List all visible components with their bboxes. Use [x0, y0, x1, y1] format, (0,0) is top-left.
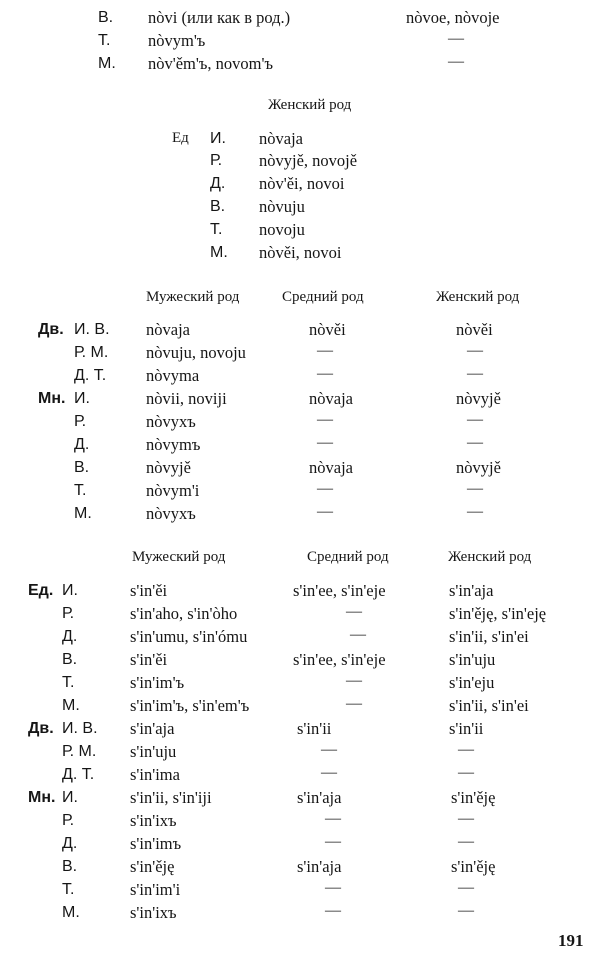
number-label: Мн. [28, 789, 56, 806]
neut-form: nòvoe, nòvoje [406, 8, 500, 27]
case-label: Р. [74, 413, 87, 430]
fem-form: s'in'eju [449, 673, 495, 692]
fem-form: novoju [259, 220, 305, 239]
neut-form: nòvaja [309, 458, 353, 477]
case-label: Р. [62, 812, 75, 829]
masc-form: s'in'aho, s'in'òho [130, 604, 238, 623]
case-label: Д. [62, 628, 78, 645]
fem-form: nòvyjě [456, 458, 501, 477]
case-label: И. В. [62, 720, 98, 737]
neut-form: s'in'ii [297, 719, 332, 738]
case-label: М. [210, 244, 228, 261]
masc-form: nòvaja [146, 320, 190, 339]
masc-form: nòvyxъ [146, 412, 196, 431]
neut-form: — [325, 879, 341, 896]
case-label: Д. [210, 175, 226, 192]
neut-form: — [317, 365, 333, 382]
fem-form: — [458, 833, 474, 850]
case-label: В. [98, 9, 114, 26]
neut-form: — [321, 764, 337, 781]
case-label: Т. [62, 881, 75, 898]
column-header-neut: Средний род [307, 549, 389, 565]
masc-form: nòvii, noviji [146, 389, 227, 408]
neut-form: — [448, 30, 464, 47]
fem-form: s'in'ii [449, 719, 484, 738]
neut-form: — [448, 53, 464, 70]
fem-form: — [458, 879, 474, 896]
case-label: Д. Т. [62, 766, 95, 783]
case-label: И. [210, 130, 226, 147]
case-label: М. [98, 55, 116, 72]
fem-form: s'in'ěję, s'in'eję [449, 604, 547, 623]
fem-form: nòvěi [456, 320, 493, 339]
number-label: Дв. [28, 720, 54, 737]
fem-form: — [458, 764, 474, 781]
column-header-neut: Средний род [282, 289, 364, 305]
number-label: Ед. [28, 582, 54, 599]
case-label: Т. [98, 32, 111, 49]
case-label: Р. М. [62, 743, 97, 760]
neut-form: — [317, 411, 333, 428]
section-title: Женский род [268, 97, 352, 113]
neut-form: — [325, 902, 341, 919]
masc-form: s'in'im'ъ, s'in'em'ъ [130, 696, 250, 715]
fem-form: s'in'ii, s'in'ei [449, 696, 529, 715]
column-header-fem: Женский род [448, 549, 532, 565]
page-number: 191 [558, 931, 584, 950]
fem-form: nòvaja [259, 129, 303, 148]
case-label: И. [74, 390, 90, 407]
masc-form: s'in'ěi [130, 650, 168, 669]
case-label: Д. [62, 835, 78, 852]
neut-form: — [346, 695, 362, 712]
fem-form: — [467, 434, 483, 451]
masc-form: nòvymъ [146, 435, 201, 454]
case-label: Д. [74, 436, 90, 453]
case-label: М. [62, 697, 80, 714]
fem-form: s'in'aja [449, 581, 494, 600]
masc-form: s'in'aja [130, 719, 175, 738]
neut-form: — [325, 810, 341, 827]
number-label: Ед [172, 130, 189, 146]
masc-form: s'in'imъ [130, 834, 182, 853]
case-label: В. [74, 459, 90, 476]
case-label: И. [62, 582, 78, 599]
masc-form: nòvi (или как в род.) [148, 8, 291, 27]
fem-form: — [467, 342, 483, 359]
fem-form: nòvěi, novoi [259, 243, 342, 262]
neut-form: s'in'aja [297, 788, 342, 807]
neut-form: s'in'ee, s'in'eje [293, 581, 386, 600]
case-label: Р. [62, 605, 75, 622]
case-label: И. В. [74, 321, 110, 338]
case-label: В. [210, 198, 226, 215]
fem-form: — [458, 741, 474, 758]
column-header-masc: Мужеский род [146, 289, 240, 305]
masc-form: s'in'umu, s'in'ómu [130, 627, 248, 646]
neut-form: — [350, 626, 366, 643]
neut-form: — [317, 503, 333, 520]
masc-form: nòvyxъ [146, 504, 196, 523]
fem-form: — [467, 503, 483, 520]
case-label: М. [62, 904, 80, 921]
neut-form: — [317, 342, 333, 359]
masc-form: s'in'uju [130, 742, 177, 761]
column-header-fem: Женский род [436, 289, 520, 305]
masc-form: s'in'im'i [130, 880, 181, 899]
neut-form: — [317, 480, 333, 497]
case-label: М. [74, 505, 92, 522]
fem-form: s'in'uju [449, 650, 496, 669]
case-label: В. [62, 858, 78, 875]
column-header-masc: Мужеский род [132, 549, 226, 565]
case-label: Р. [210, 152, 223, 169]
masc-form: s'in'ixъ [130, 811, 177, 830]
fem-form: — [467, 480, 483, 497]
fem-form: — [467, 411, 483, 428]
number-label: Мн. [38, 390, 66, 407]
masc-form: nòvym'ъ [148, 31, 206, 50]
fem-form: — [467, 365, 483, 382]
fem-form: — [458, 902, 474, 919]
neut-form: — [321, 741, 337, 758]
number-label: Дв. [38, 321, 64, 338]
case-label: Т. [74, 482, 87, 499]
masc-form: s'in'ěję [130, 857, 175, 876]
fem-form: nòvyjě, novojě [259, 151, 358, 170]
neut-form: nòvěi [309, 320, 346, 339]
neut-form: nòvaja [309, 389, 353, 408]
neut-form: s'in'ee, s'in'eje [293, 650, 386, 669]
neut-form: — [325, 833, 341, 850]
masc-form: nòvuju, novoju [146, 343, 246, 362]
masc-form: s'in'ii, s'in'iji [130, 788, 212, 807]
masc-form: s'in'ixъ [130, 903, 177, 922]
neut-form: — [346, 672, 362, 689]
fem-form: s'in'ěję [451, 857, 496, 876]
neut-form: s'in'aja [297, 857, 342, 876]
masc-form: nòvyma [146, 366, 200, 385]
masc-form: s'in'im'ъ [130, 673, 185, 692]
masc-form: nòvym'i [146, 481, 200, 500]
fem-form: nòvyjě [456, 389, 501, 408]
fem-form: s'in'ii, s'in'ei [449, 627, 529, 646]
case-label: Р. М. [74, 344, 109, 361]
neut-form: — [317, 434, 333, 451]
masc-form: s'in'ima [130, 765, 180, 784]
fem-form: s'in'ěję [451, 788, 496, 807]
masc-form: s'in'ěi [130, 581, 168, 600]
case-label: Д. Т. [74, 367, 107, 384]
fem-form: nòv'ěi, novoi [259, 174, 345, 193]
case-label: Т. [210, 221, 223, 238]
masc-form: nòv'ěm'ъ, novom'ъ [148, 54, 273, 73]
fem-form: nòvuju [259, 197, 305, 216]
neut-form: — [346, 603, 362, 620]
case-label: И. [62, 789, 78, 806]
case-label: Т. [62, 674, 75, 691]
fem-form: — [458, 810, 474, 827]
case-label: В. [62, 651, 78, 668]
masc-form: nòvyjě [146, 458, 191, 477]
